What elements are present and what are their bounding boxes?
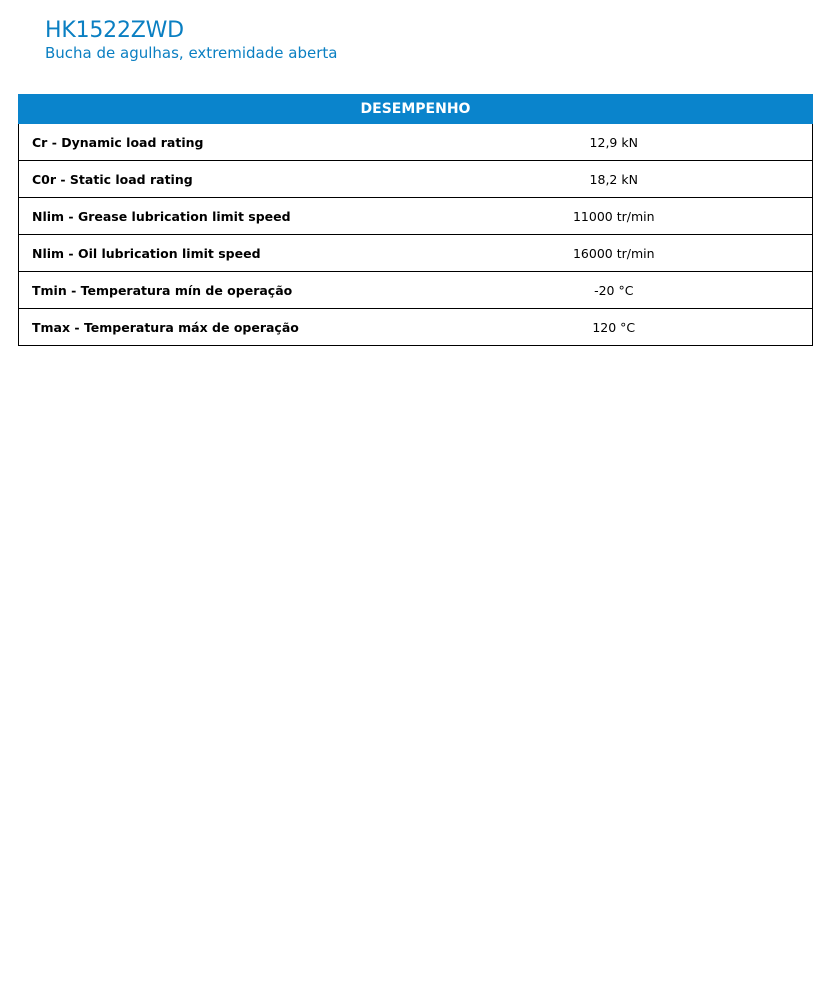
product-header [45, 18, 337, 62]
performance-table [18, 94, 813, 346]
table-row [19, 124, 813, 161]
row-value: 16000 tr/min [416, 235, 813, 272]
row-value: 120 °C [416, 309, 813, 346]
table-row [19, 161, 813, 198]
row-value: -20 °C [416, 272, 813, 309]
row-value: 18,2 kN [416, 161, 813, 198]
table-row [19, 198, 813, 235]
row-value: 12,9 kN [416, 124, 813, 161]
row-label: C0r - Static load rating [19, 161, 416, 198]
product-title: HK1522ZWD [45, 18, 184, 43]
table-row [19, 272, 813, 309]
row-label: Tmin - Temperatura mín de operação [19, 272, 416, 309]
table-heading: DESEMPENHO [19, 95, 813, 124]
row-value: 11000 tr/min [416, 198, 813, 235]
product-subtitle: Bucha de agulhas, extremidade aberta [45, 44, 338, 62]
table-row [19, 235, 813, 272]
table-row [19, 309, 813, 346]
table-header-row [19, 95, 813, 124]
row-label: Cr - Dynamic load rating [19, 124, 416, 161]
row-label: Nlim - Grease lubrication limit speed [19, 198, 416, 235]
row-label: Nlim - Oil lubrication limit speed [19, 235, 416, 272]
row-label: Tmax - Temperatura máx de operação [19, 309, 416, 346]
